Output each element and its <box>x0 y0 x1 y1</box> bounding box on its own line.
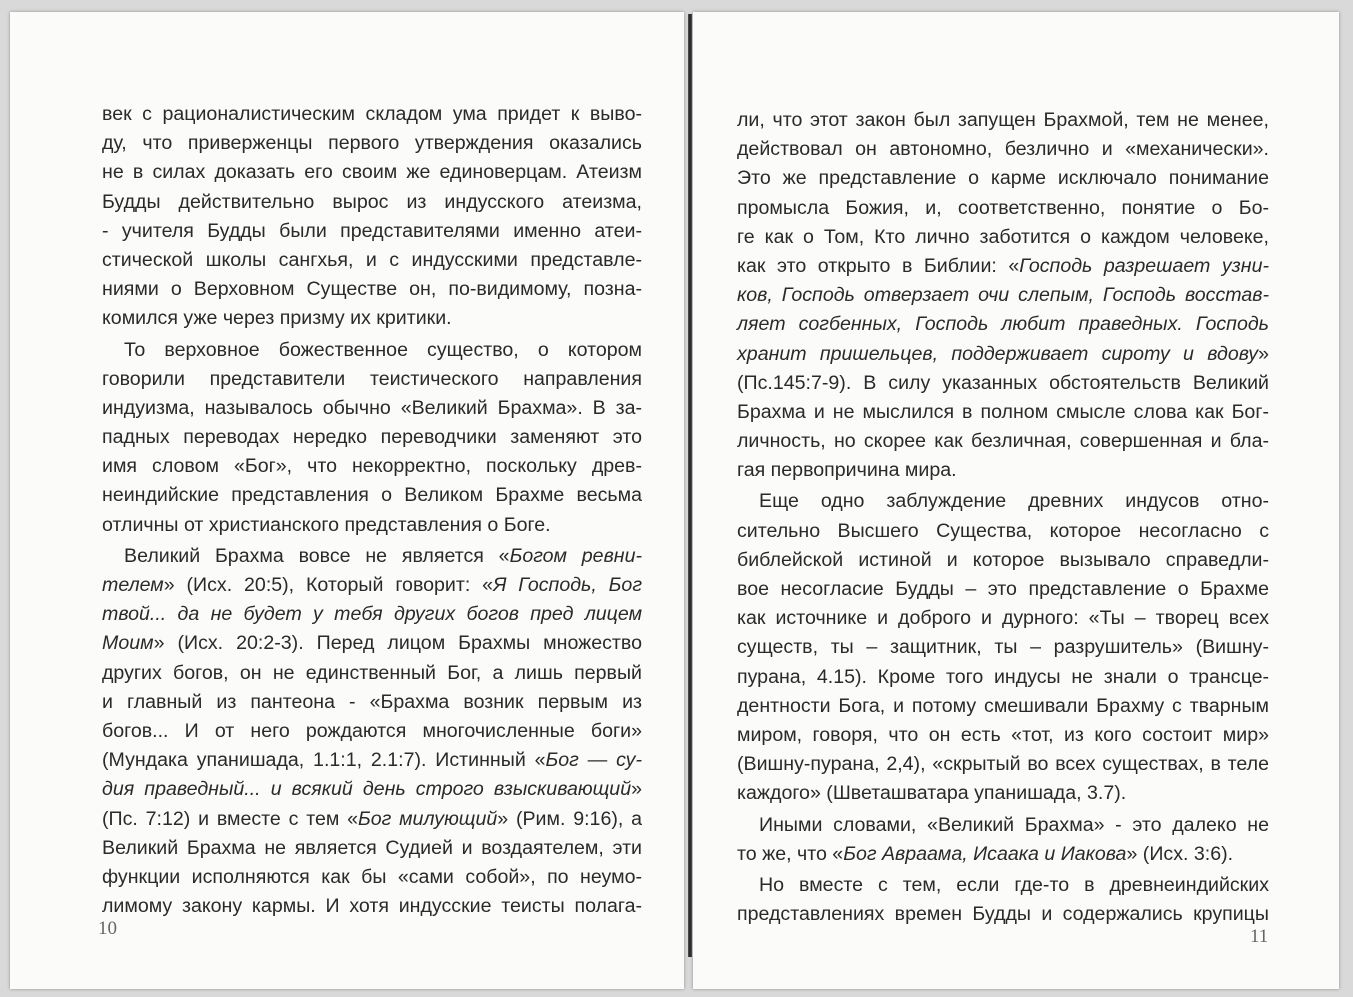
italic-quote: хранит пришельцев, поддерживает сироту и вдову <box>737 342 1259 365</box>
right-text-line: представлениях времен Будды и содержались крупицы <box>737 903 1269 926</box>
left-text-line: (Мундака упанишада, 1.1:1, 2.1:7). Истинный «Бог — су- <box>102 749 642 772</box>
right-text-line: действовал он автономно, безлично и «механически». <box>737 138 1269 161</box>
left-text-line: ду, что приверженцы первого утверждения оказались <box>102 132 642 155</box>
right-text-line: Но вместе с тем, если где-то в древнеиндийских <box>759 873 1269 896</box>
right-text-line: личность, но скорее как безличная, совершенная и бла- <box>737 430 1269 453</box>
right-text-line: миром, говоря, что он есть «тот, из кого состоит мир» <box>737 723 1269 746</box>
right-text-line: вое несогласие Будды – это представление о Брахме <box>737 578 1269 600</box>
right-text-line: Иными словами, «Великий Брахма» - это далеко не <box>759 813 1269 836</box>
italic-quote: Бог Авраама, Исаака и Иакова <box>843 842 1127 865</box>
left-page-text <box>102 100 642 921</box>
page-number-right: 11 <box>1250 926 1269 947</box>
page-number-left: 10 <box>98 918 117 939</box>
right-text-line: ли, что этот закон был запущен Брахмой, тем не менее, <box>737 109 1269 131</box>
right-text-line: хранит пришельцев, поддерживает сироту и вдову» <box>737 342 1269 365</box>
right-text-line <box>737 281 1269 310</box>
right-text-line: как это открыто в Библии: «Господь разрешает узни- <box>737 254 1269 277</box>
right-page-text <box>737 106 1269 929</box>
left-text-line: и главный из пантеона - «Брахма возник первым из <box>102 690 642 713</box>
right-text-line: пурана, 4.15). Кроме того индусы не знали о трансце- <box>737 665 1269 688</box>
left-text-line: Будды действительно вырос из индусского атеизма, <box>102 190 642 213</box>
left-text-line: То верховное божественное существо, о котором <box>124 338 642 361</box>
italic-quote: дия праведный... и всякий день строго взыскивающий <box>102 778 632 801</box>
italic-quote: Я Господь, Бог <box>493 574 642 596</box>
left-text-line: лимому закону кармы. И хотя индусские теисты полага- <box>102 895 642 918</box>
left-text-line: стической школы сангхья, и с индусскими представле- <box>102 248 642 271</box>
right-text-line: каждого» (Шветашватара упанишада, 3.7). <box>737 782 1127 805</box>
left-text-line: (Пс. 7:12) и вместе с тем «Бог милующий» (Рим. 9:16), а <box>102 807 642 830</box>
right-text-line: (Вишну-пурана, 2,4), «скрытый во всех существах, в теле <box>737 753 1269 776</box>
left-text-line <box>102 600 642 629</box>
right-text-line: как источнике и доброго и дурного: «Ты – творец всех <box>737 607 1269 630</box>
left-text-line: комился уже через призму их критики. <box>102 307 452 330</box>
book-gutter <box>688 14 692 957</box>
left-text-line: ниями о Верховном Существе он, по-видимому, позна- <box>102 278 642 301</box>
right-text-line: сительно Высшего Существа, которое несогласно с <box>737 519 1269 542</box>
left-text-line: говорили представители теистического направления <box>102 367 642 390</box>
left-text-line: индуизма, называлось обычно «Великий Брахма». В за- <box>102 396 642 419</box>
right-text-line: ге как о Том, Кто лично заботится о каждом человеке, <box>737 225 1269 248</box>
left-text-line: падных переводах нередко переводчики заменяют это <box>102 426 642 449</box>
left-text-line: Моим» (Исх. 20:2-3). Перед лицом Брахмы множество <box>102 632 642 655</box>
italic-quote: Богом ревни- <box>509 544 643 567</box>
left-text-line: век с рационалистическим складом ума придет к выво- <box>102 103 642 125</box>
right-text-line: Брахма и не мыслился в полном смысле слова как Бог- <box>737 400 1269 423</box>
right-text-line: (Пс.145:7-9). В силу указанных обстоятельств Великий <box>737 371 1269 394</box>
italic-quote: Господь разрешает узни- <box>1019 254 1269 277</box>
italic-quote: телем <box>102 574 164 596</box>
right-text-line: промысла Божия, и, соответственно, понятие о Бо- <box>737 196 1269 219</box>
left-text-line: других богов, он не единственный Бог, а лишь первый <box>102 661 642 684</box>
right-text-line: Это же представление о карме исключало понимание <box>737 167 1269 190</box>
italic-quote: твой... да не будет у тебя других богов пред лицем <box>102 603 642 626</box>
left-text-line: богов... И от него рождаются многочисленные боги» <box>102 719 642 742</box>
left-text-line: Великий Брахма вовсе не является «Богом ревни- <box>124 544 643 567</box>
italic-quote: ляет согбенных, Господь любит праведных. Господь <box>737 313 1269 336</box>
italic-quote: Бог милующий <box>358 807 498 830</box>
italic-quote: Моим <box>102 632 154 655</box>
right-text-line <box>737 310 1269 339</box>
right-text-line: Еще одно заблуждение древних индусов отно- <box>759 490 1269 513</box>
left-text-line: - учителя Будды были представителями именно атеи- <box>102 219 642 242</box>
left-text-line: отличны от христианского представления о Боге. <box>102 513 551 536</box>
left-text-line: не в силах доказать его своим же единоверцам. Атеизм <box>102 161 642 184</box>
left-page <box>10 12 684 989</box>
right-text-line: библейской истиной и которое вызывало справедли- <box>737 548 1269 571</box>
right-text-line: гая первопричина мира. <box>737 459 957 482</box>
italic-quote: ков, Господь отверзает очи слепым, Господь восстав- <box>737 284 1269 307</box>
left-text-line: дия праведный... и всякий день строго взыскивающий» <box>102 778 642 801</box>
left-text-line: функции исполняются как бы «сами собой», по неумо- <box>102 865 642 888</box>
right-text-line: существ, ты – защитник, ты – разрушитель» (Вишну- <box>737 636 1269 659</box>
left-text-line: телем» (Исх. 20:5), Который говорит: «Я Господь, Бог <box>102 574 642 596</box>
right-page <box>693 12 1339 989</box>
left-text-line: неиндийские представления о Великом Брахме весьма <box>102 484 642 507</box>
right-text-line: дентности Бога, и потому смешивали Брахму с тварным <box>737 694 1269 717</box>
right-text-line: то же, что «Бог Авраама, Исаака и Иакова» (Исх. 3:6). <box>737 842 1234 865</box>
italic-quote: Бог — су- <box>545 749 642 772</box>
left-text-line: Великий Брахма не является Судией и воздаятелем, эти <box>102 836 642 859</box>
left-text-line: имя словом «Бог», что некорректно, поскольку древ- <box>102 455 642 478</box>
